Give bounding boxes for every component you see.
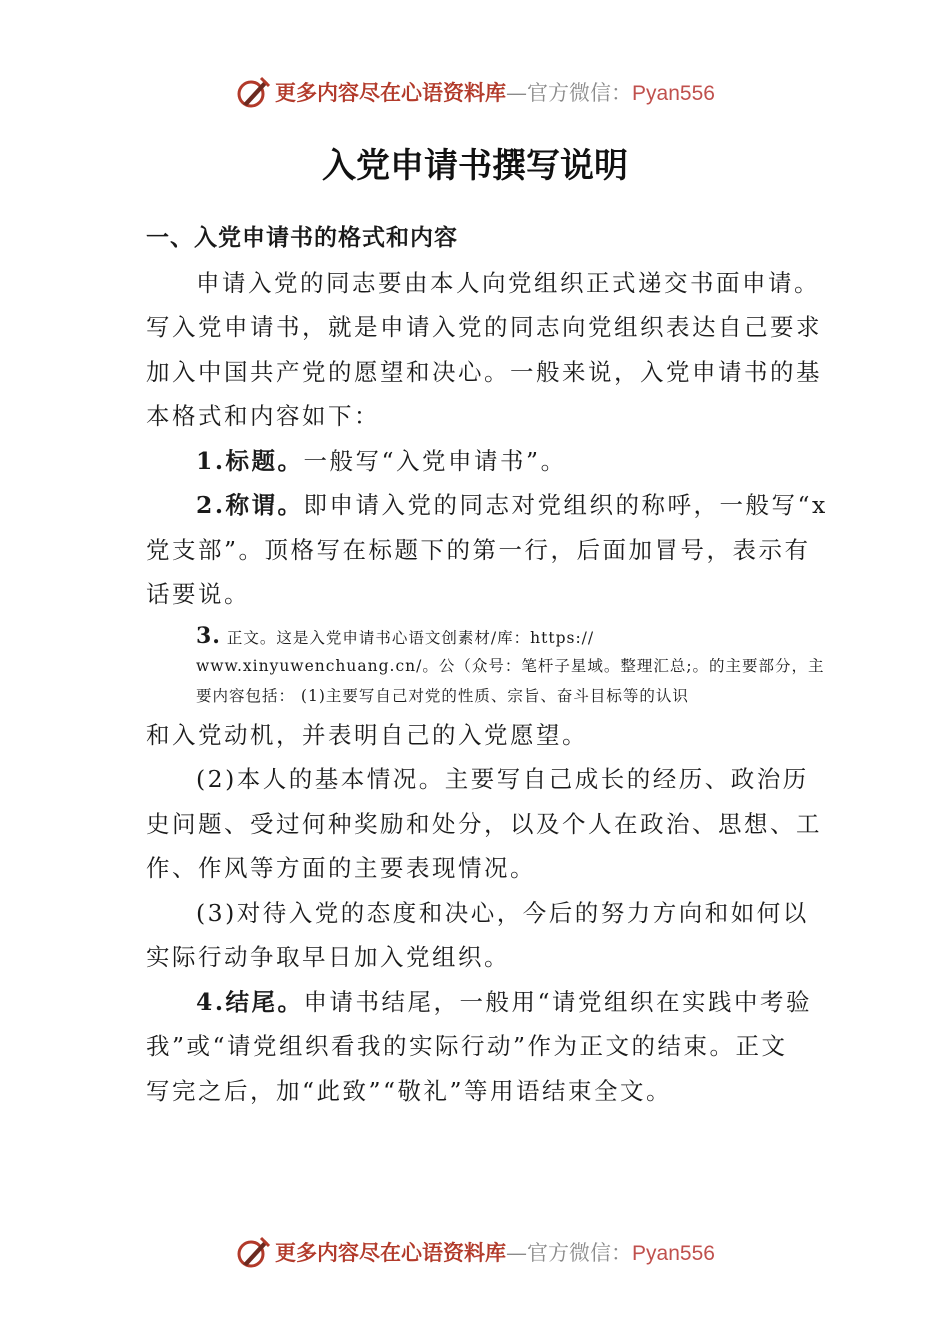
small-line: 要内容包括： (1)主要写自己对党的性质、宗旨、奋斗目标等的认识: [196, 686, 689, 705]
pen-logo-icon: [235, 1234, 271, 1270]
paragraph-line: 写入党申请书，就是申请入党的同志向党组织表达自己要求: [146, 313, 822, 341]
paragraph-line: 加入中国共产党的愿望和决心。一般来说，入党申请书的基: [146, 357, 822, 386]
paragraph-line: 我”或“请党组织看我的实际行动”作为正文的结束。正文: [146, 1032, 788, 1060]
item-title: [146, 439, 816, 484]
paragraph-line: 作、作风等方面的主要表现情况。: [146, 854, 536, 882]
paragraph-line: 和入党动机，并表明自己的入党愿望。: [146, 720, 588, 749]
banner-text: 更多内容尽在心语资料库—官方微信：Pyan556: [275, 80, 715, 105]
footer-banner: [0, 1232, 950, 1272]
paragraph-line: (3)对待入党的态度和决心，今后的努力方向和如何以: [196, 898, 809, 927]
item-label: 3.: [196, 622, 221, 649]
item-label: 1.标题。: [196, 446, 304, 475]
page-title: 入党申请书撰写说明: [322, 146, 628, 186]
item-ending: [146, 980, 816, 1025]
paragraph-line: 史问题、受过何种奖励和处分，以及个人在政治、思想、工: [146, 809, 822, 838]
item-salutation: [146, 483, 828, 528]
section-heading: 一、入党申请书的格式和内容: [146, 224, 458, 251]
paragraph-line: 党支部”。顶格写在标题下的第一行，后面加冒号，表示有: [146, 535, 811, 564]
item-label: 4.结尾。: [196, 987, 304, 1016]
item-body-small: [146, 621, 825, 711]
paragraph-line: 本格式和内容如下：: [146, 402, 380, 430]
item-text: 一般写“入党申请书”。: [303, 446, 567, 475]
small-line: www.xinyuwenchuang.cn/。公（众号：笔杆子星域。整理汇总;。的主要部分，主: [196, 656, 825, 675]
pen-logo-icon: [235, 74, 271, 110]
paragraph-line: 话要说。: [146, 580, 250, 608]
document-body: [146, 216, 828, 1113]
paragraph-line: (2)本人的基本情况。主要写自己成长的经历、政治历: [196, 765, 809, 793]
header-banner: [0, 72, 950, 112]
small-line: 3. 正文。这是入党申请书心语文创素材/库：https://: [196, 622, 595, 649]
paragraph-line: 实际行动争取早日加入党组织。: [146, 943, 510, 971]
item-text: 申请书结尾，一般用“请党组织在实践中考验: [303, 987, 813, 1016]
paragraph-line: 申请入党的同志要由本人向党组织正式递交书面申请。: [196, 268, 820, 297]
banner-text: 更多内容尽在心语资料库—官方微信：Pyan556: [275, 1240, 715, 1265]
paragraph-line: 写完之后，加“此致”“敬礼”等用语结束全文。: [146, 1076, 673, 1105]
item-text: 即申请入党的同志对党组织的称呼，一般写“x: [303, 491, 828, 519]
item-label: 2.称谓。: [196, 491, 304, 519]
